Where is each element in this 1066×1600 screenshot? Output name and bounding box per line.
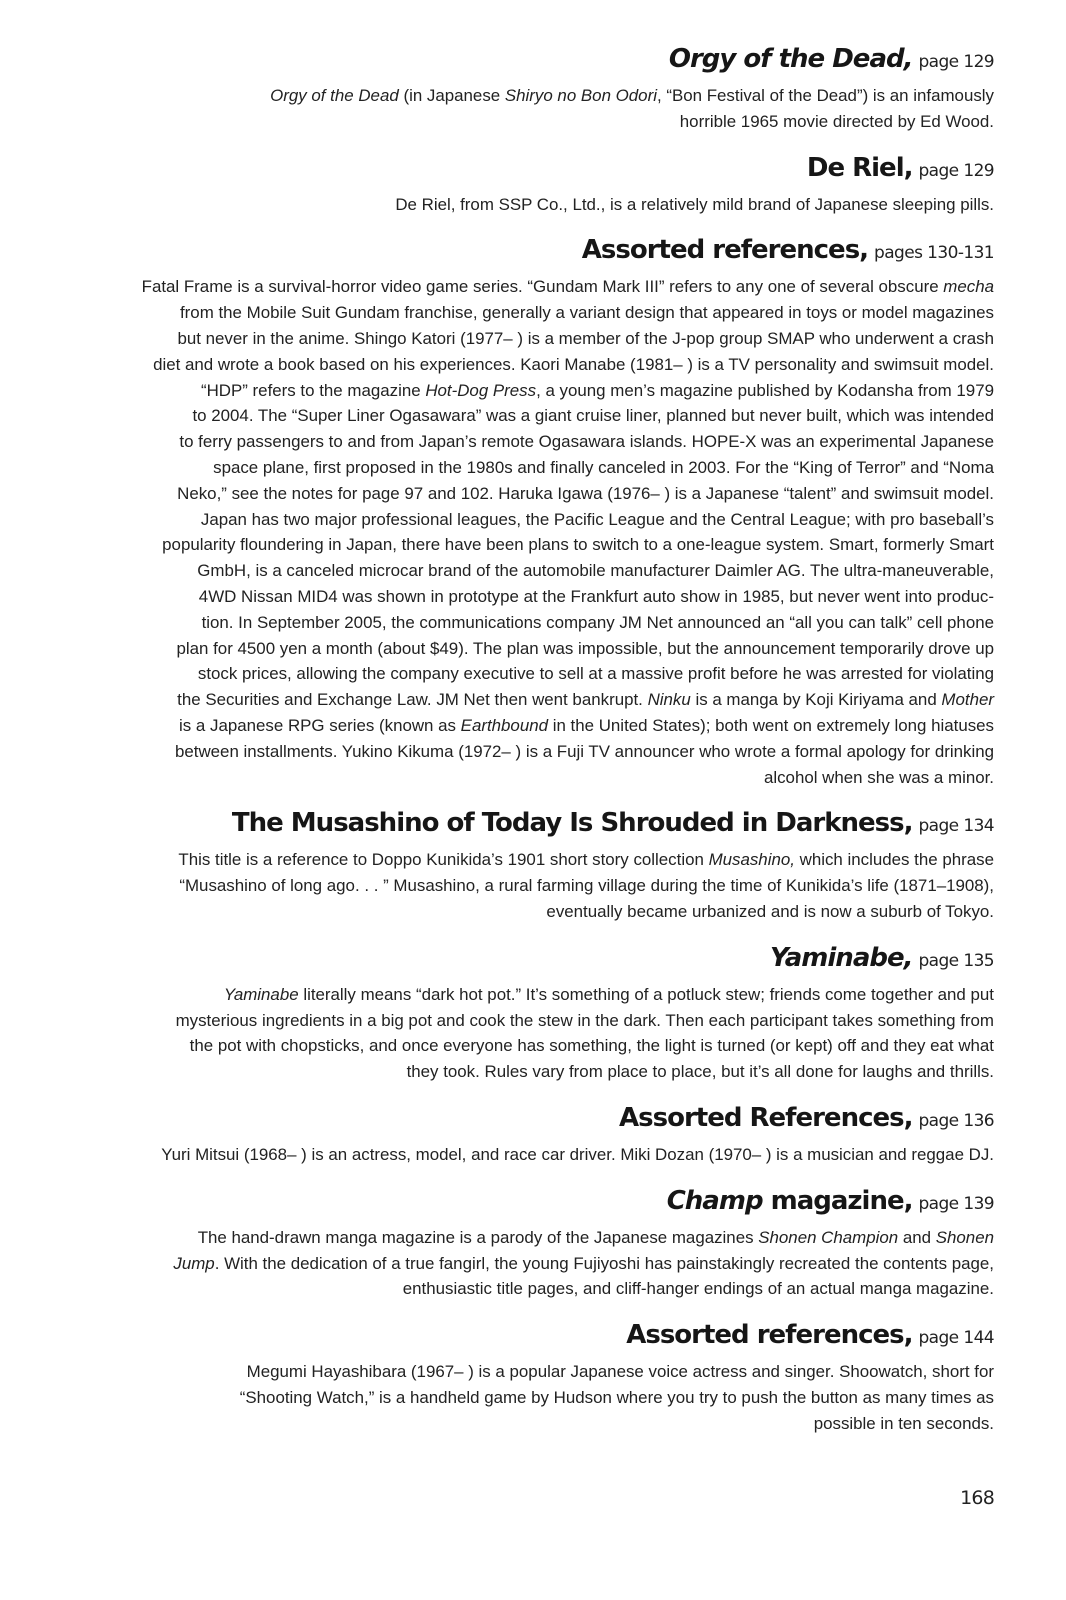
note-body-line: mysterious ingredients in a big pot and cook the stew in the dark. Then each participant takes something from: [175, 1010, 994, 1030]
note-body-line: “Shooting Watch,” is a handheld game by Hudson where you try to push the button as many times as: [239, 1387, 994, 1407]
note-heading: [52, 1318, 994, 1352]
note-body-line: the pot with chopsticks, and once everyone has something, the light is turned (or kept) off and they eat what: [189, 1036, 994, 1056]
note-section: [52, 806, 994, 924]
note-body-line: alcohol when she was a minor.: [763, 767, 994, 787]
note-body-line: The hand-drawn manga magazine is a parody of the Japanese magazines Shonen Champion and Shonen: [197, 1227, 994, 1247]
note-body: [52, 1225, 994, 1302]
note-body-line: to 2004. The “Super Liner Ogasawara” was a giant cruise liner, planned but never built, which was intended: [192, 406, 994, 426]
note-heading: [52, 233, 994, 267]
note-heading: [52, 1101, 994, 1135]
note-body-line: from the Mobile Suit Gundam franchise, generally a variant design that appeared in toys or model magazines: [179, 303, 994, 323]
note-body: [52, 847, 994, 924]
note-body-line: Yuri Mitsui (1968– ) is an actress, model, and race car driver. Miki Dozan (1970– ) is a musician and reggae DJ.: [161, 1144, 994, 1164]
note-body-line: to ferry passengers to and from Japan’s remote Ogasawara islands. HOPE-X was an experimental Japanese: [179, 432, 994, 452]
note-body-line: tion. In September 2005, the communications company JM Net announced an “all you can talk” cell phone: [201, 612, 994, 632]
note-body-line: between installments. Yukino Kikuma (1972– ) is a Fuji TV announcer who wrote a formal apology for drinking: [174, 741, 994, 761]
note-heading: [52, 806, 994, 840]
note-title: The Musashino of Today Is Shrouded in Darkness,: [231, 808, 913, 839]
note-body: [52, 982, 994, 1085]
note-body-line: Yaminabe literally means “dark hot pot.” It’s something of a potluck stew; friends come together and put: [223, 984, 994, 1004]
note-section: [52, 1318, 994, 1436]
note-body-line: but never in the anime. Shingo Katori (1977– ) is a member of the J-pop group SMAP who underwent a crash: [177, 328, 994, 348]
note-page-reference: page 134: [918, 816, 994, 837]
note-body-line: horrible 1965 movie directed by Ed Wood.: [679, 111, 994, 131]
note-section: [52, 1184, 994, 1302]
note-page-reference: page 144: [918, 1328, 994, 1349]
note-title: Assorted references,: [626, 1320, 913, 1351]
note-heading: [52, 941, 994, 975]
note-title: Yaminabe,: [770, 942, 913, 973]
note-body-line: stock prices, allowing the company executive to sell at a massive profit before he was arrested for violating: [197, 664, 994, 684]
note-body-line: Japan has two major professional leagues, the Pacific League and the Central League; with pro baseball’s: [200, 509, 994, 529]
note-heading: [52, 42, 994, 76]
note-body-line: Neko,” see the notes for page 97 and 102. Haruka Igawa (1976– ) is a Japanese “talent” and swimsuit model.: [177, 483, 994, 503]
note-section: [52, 151, 994, 218]
note-heading: [52, 151, 994, 185]
note-title: Assorted references,: [581, 235, 869, 266]
note-body-line: plan for 4500 yen a month (about $49). The plan was impossible, but the announcement temporarily drove up: [176, 638, 994, 658]
note-section: [52, 233, 994, 790]
note-body-line: eventually became urbanized and is now a suburb of Tokyo.: [546, 901, 994, 921]
note-body: [52, 1359, 994, 1436]
note-body-line: the Securities and Exchange Law. JM Net then went bankrupt. Ninku is a manga by Koji Kiriyama and Mother: [177, 690, 994, 710]
note-body-line: enthusiastic title pages, and cliff-hanger endings of an actual manga magazine.: [402, 1279, 994, 1299]
note-body-line: diet and wrote a book based on his experiences. Kaori Manabe (1981– ) is a TV personality and swimsuit model.: [153, 354, 994, 374]
note-title: De Riel,: [806, 152, 913, 183]
note-page-reference: page 129: [918, 52, 994, 72]
note-body-line: GmbH, is a canceled microcar brand of the automobile manufacturer Daimler AG. The ultra-maneuverable,: [197, 561, 994, 581]
note-body: [52, 83, 994, 135]
note-body-line: De Riel, from SSP Co., Ltd., is a relatively mild brand of Japanese sleeping pills.: [395, 194, 994, 214]
note-body-line: “Musashino of long ago. . . ” Musashino, a rural farming village during the time of Kunikida’s life (1871–1908),: [179, 876, 994, 896]
note-body: [52, 192, 994, 218]
note-body-line: is a Japanese RPG series (known as Earthbound in the United States); both went on extremely long hiatuses: [179, 715, 994, 735]
note-page-reference: page 129: [918, 160, 994, 181]
note-section: [52, 1101, 994, 1168]
note-page-reference: pages 130-131: [874, 243, 994, 264]
note-title: Champ magazine,: [666, 1185, 913, 1216]
note-page-reference: page 135: [918, 950, 994, 971]
note-body: [52, 1142, 994, 1168]
note-page-reference: page 136: [918, 1110, 994, 1131]
note-section: [52, 941, 994, 1085]
note-body-line: “HDP” refers to the magazine Hot-Dog Press, a young men’s magazine published by Kodansha from 1979: [200, 380, 994, 400]
note-body-line: Megumi Hayashibara (1967– ) is a popular Japanese voice actress and singer. Shoowatch, short for: [246, 1362, 994, 1382]
note-body-line: This title is a reference to Doppo Kunikida’s 1901 short story collection Musashino, which includes the phrase: [178, 850, 994, 870]
note-body-line: Fatal Frame is a survival-horror video game series. “Gundam Mark III” refers to any one of several obscure mecha: [141, 277, 994, 297]
page-number: 168: [960, 1487, 994, 1509]
notes-page: [52, 42, 994, 1452]
note-heading: [52, 1184, 994, 1218]
note-title: Orgy of the Dead,: [668, 44, 913, 74]
note-body-line: Orgy of the Dead (in Japanese Shiryo no Bon Odori, “Bon Festival of the Dead”) is an infamously: [270, 86, 994, 105]
note-body-line: they took. Rules vary from place to place, but it’s all done for laughs and thrills.: [406, 1062, 994, 1082]
note-body-line: popularity floundering in Japan, there have been plans to switch to a one-league system. Smart, formerly Smart: [162, 535, 994, 555]
note-body-line: 4WD Nissan MID4 was shown in prototype at the Frankfurt auto show in 1985, but never went into produc-: [198, 586, 994, 606]
note-body-line: space plane, first proposed in the 1980s and finally canceled in 2003. For the “King of Terror” and “Noma: [213, 457, 994, 477]
note-body-line: Jump. With the dedication of a true fangirl, the young Fujiyoshi has painstakingly recreated the contents page,: [173, 1253, 994, 1273]
note-page-reference: page 139: [918, 1193, 994, 1214]
note-body-line: possible in ten seconds.: [813, 1413, 994, 1433]
note-title: Assorted References,: [619, 1102, 913, 1133]
note-body: [52, 274, 994, 790]
note-section: [52, 42, 994, 135]
